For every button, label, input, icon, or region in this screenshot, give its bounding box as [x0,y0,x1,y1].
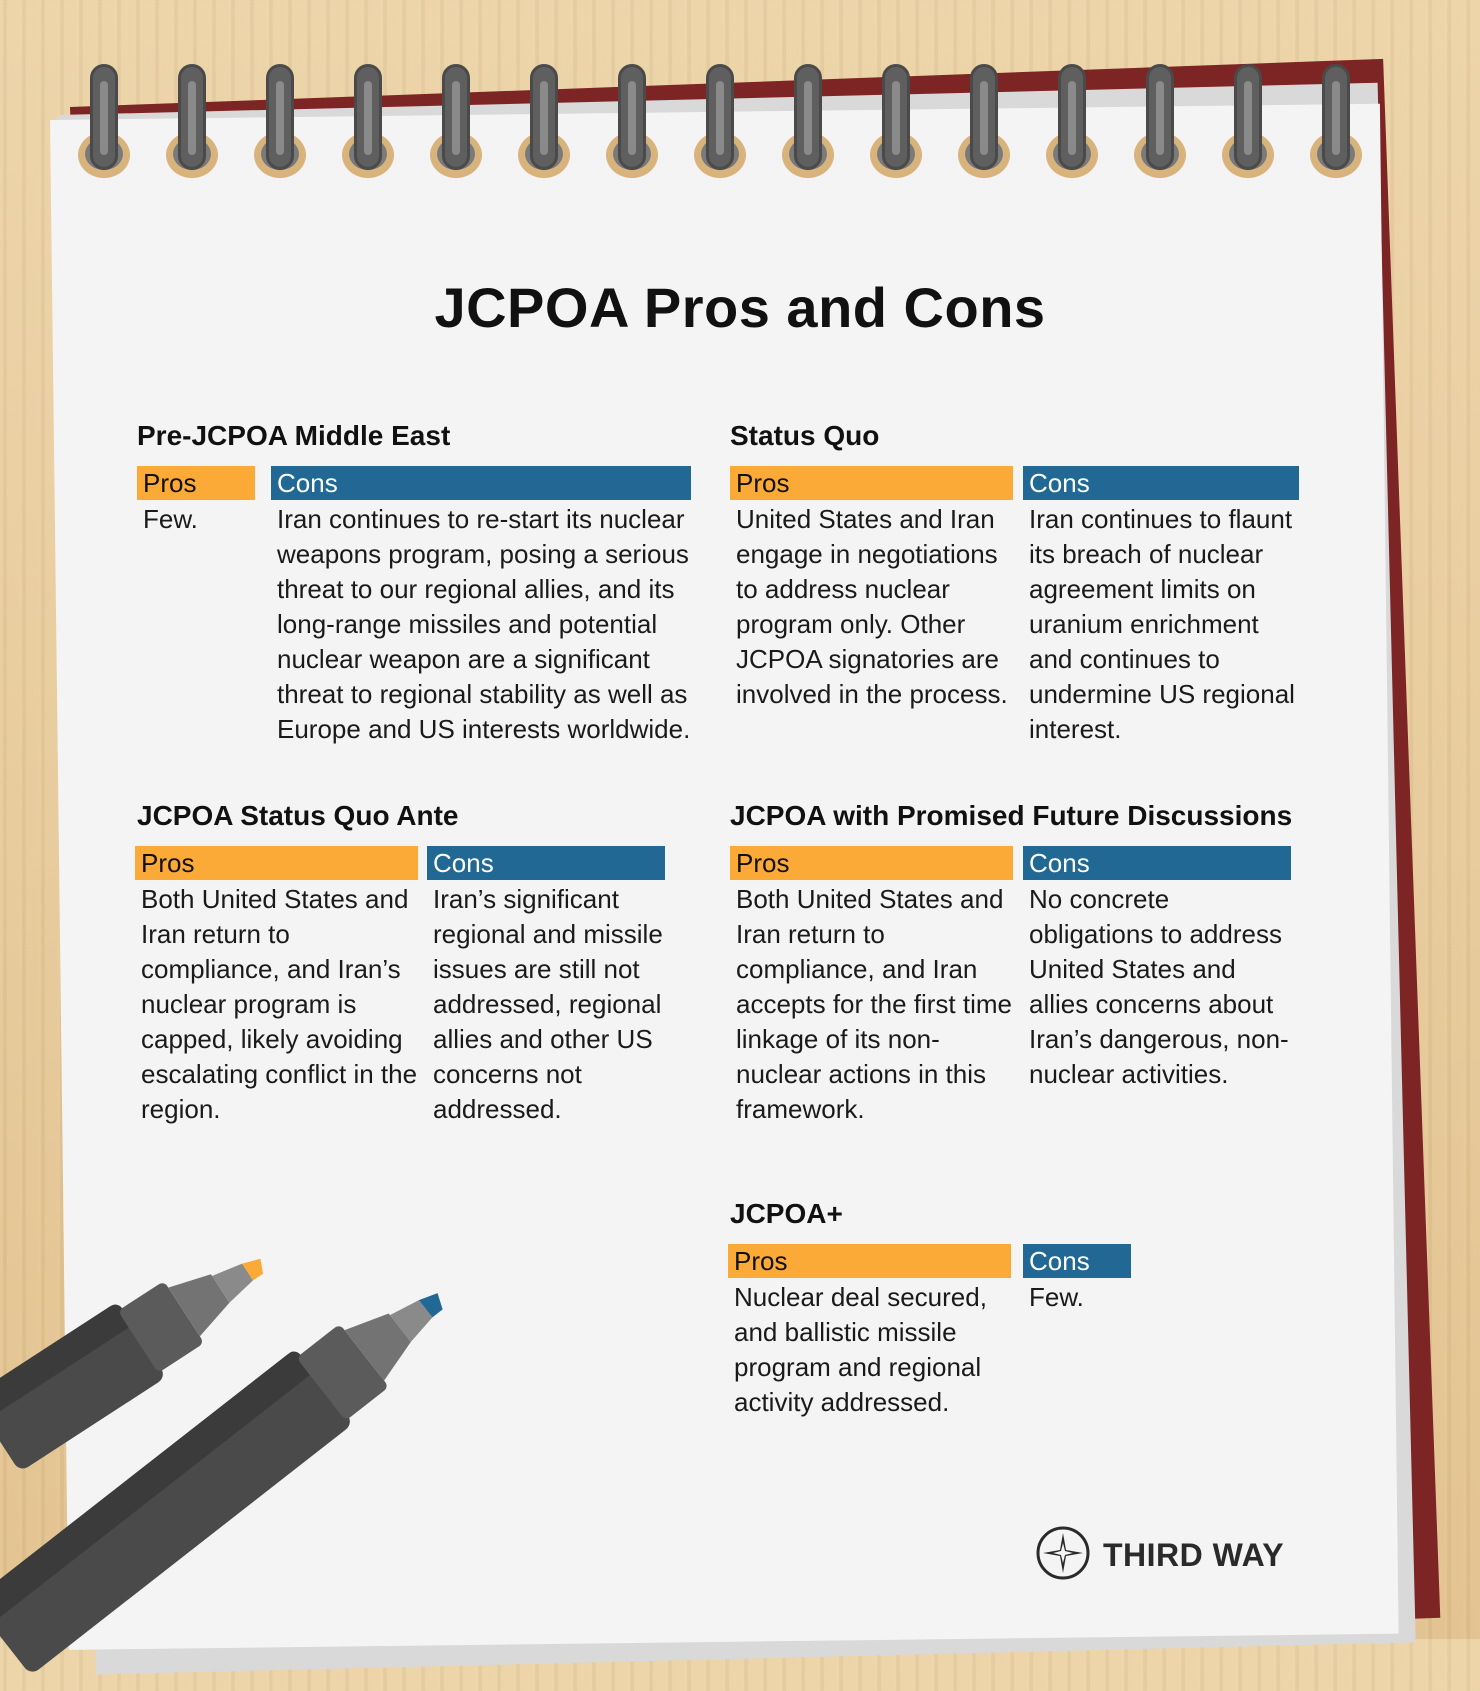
cons-text: Few. [1029,1282,1084,1312]
third-way-logo [1035,1525,1284,1585]
page-title: JCPOA Pros and Cons [434,276,1046,339]
notebook-ring-icon [162,60,222,185]
notebook-ring-icon [1306,60,1366,185]
section-title: Status Quo [730,420,880,451]
pros-column [730,846,1013,1127]
pros-text: Few. [143,504,198,534]
compass-star-icon [1035,1525,1091,1585]
cons-text: Iran continues to re-start its nuclear weapons program, posing a serious threat to our regional allies, and its long-range missiles and potential nuclear weapon are a significant threat to regional stability as well as Europe and US interests worldwide. [277,504,691,744]
cons-header: Cons [1023,846,1291,880]
pros-header: Pros [728,1244,1011,1278]
section-title: JCPOA+ [730,1198,843,1229]
pros-text: Both United States and Iran return to compliance, and Iran’s nuclear program is capped, likely avoiding escalating conflict in the region. [141,884,418,1124]
cons-header: Cons [271,466,691,500]
notebook-ring-icon [338,60,398,185]
logo-text: THIRD WAY [1103,1536,1285,1573]
pros-text: United States and Iran engage in negotiations to address nuclear program only. Other JCPOA signatories are involved in the process. [736,504,1008,709]
pros-text: Nuclear deal secured, and ballistic missile program and regional activity addressed. [734,1282,987,1417]
section-title: JCPOA Status Quo Ante [137,800,459,831]
section-title: Pre-JCPOA Middle East [137,420,451,451]
notebook-ring-icon [866,60,926,185]
pros-header: Pros [730,466,1013,500]
pros-header: Pros [137,466,255,500]
cons-column [1023,466,1299,747]
notebook-ring-icon [426,60,486,185]
cons-header: Cons [1023,466,1299,500]
cons-column [271,466,691,747]
pros-text: Both United States and Iran return to compliance, and Iran accepts for the first time linkage of its non-nuclear actions in this framework. [736,884,1012,1124]
cons-text: Iran’s significant regional and missile issues are still not addressed, regional allies and other US concerns not addressed. [433,884,663,1124]
cons-text: No concrete obligations to address United States and allies concerns about Iran’s dangerous, non-nuclear activities. [1029,884,1289,1089]
notebook-ring-icon [954,60,1014,185]
notebook-ring-icon [602,60,662,185]
notebook-ring-icon [74,60,134,185]
notebook-ring-icon [778,60,838,185]
section-status-quo [730,420,1295,744]
section-status-quo-ante [137,800,663,1124]
notebook-ring-icon [250,60,310,185]
section-jcpoa-plus [730,1198,1090,1417]
cons-column [1023,846,1291,1092]
notebook-ring-icon [1218,60,1278,185]
pros-column [137,466,255,537]
cons-header: Cons [1023,1244,1131,1278]
notebook-ring-icon [514,60,574,185]
cons-header: Cons [427,846,665,880]
pros-header: Pros [135,846,418,880]
cons-column [1023,1244,1131,1315]
cons-column [427,846,665,1127]
pros-column [135,846,418,1127]
pros-column [728,1244,1011,1420]
section-pre-jcpoa [137,420,691,744]
notebook-ring-icon [690,60,750,185]
cons-text: Iran continues to flaunt its breach of nuclear agreement limits on uranium enrichment and continues to undermine US regional interest. [1029,504,1295,744]
section-title: JCPOA with Promised Future Discussions [730,800,1293,831]
notebook-ring-icon [1042,60,1102,185]
notebook-ring-icon [1130,60,1190,185]
pros-column [730,466,1013,712]
pros-header: Pros [730,846,1013,880]
section-future-discussions [730,800,1293,1124]
